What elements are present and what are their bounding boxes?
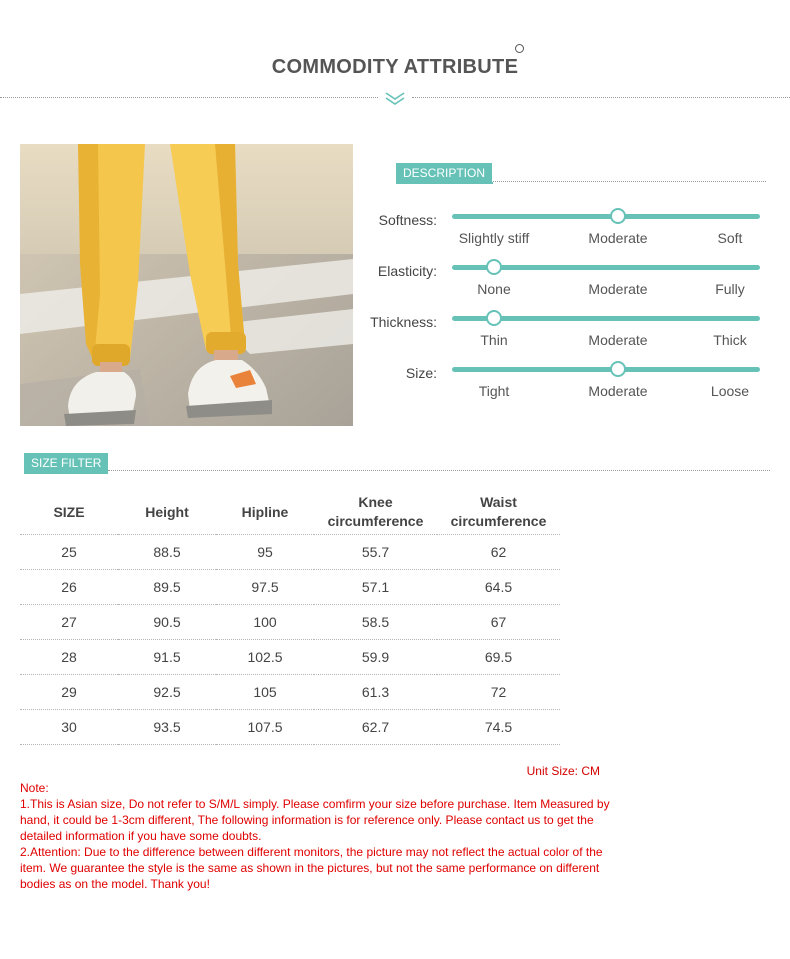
table-cell: 69.5 bbox=[437, 640, 560, 675]
notes bbox=[20, 780, 610, 892]
attribute-scale-label: Loose bbox=[710, 383, 750, 399]
table-cell: 88.5 bbox=[118, 535, 216, 570]
table-cell: 64.5 bbox=[437, 570, 560, 605]
table-header-row bbox=[20, 490, 560, 535]
size-filter-tag-underline bbox=[24, 472, 108, 474]
attribute-scale-label: Moderate bbox=[588, 332, 648, 348]
table-cell: 25 bbox=[20, 535, 118, 570]
header-hipline: Hipline bbox=[216, 490, 314, 535]
table-row bbox=[20, 605, 560, 640]
description-divider bbox=[493, 181, 766, 182]
table-row bbox=[20, 710, 560, 745]
table-row bbox=[20, 535, 560, 570]
attribute-slider-knob bbox=[610, 208, 626, 224]
table-cell: 93.5 bbox=[118, 710, 216, 745]
table-cell: 90.5 bbox=[118, 605, 216, 640]
table-cell: 97.5 bbox=[216, 570, 314, 605]
table-cell: 57.1 bbox=[314, 570, 437, 605]
attribute-scale-label: Moderate bbox=[588, 383, 648, 399]
attribute-slider-track bbox=[452, 214, 760, 219]
attribute-scale-label: Tight bbox=[478, 383, 510, 399]
unit-size-label: Unit Size: CM bbox=[526, 764, 600, 778]
note-heading: Note: bbox=[20, 781, 49, 795]
note-item-1: 1.This is Asian size, Do not refer to S/M/L simply. Please comfirm your size before purchase. Item Measured by hand, it could be 1-3cm different, The following information is for reference only. Please contact us to get the detailed information if you have some doubts. bbox=[20, 797, 610, 843]
table-row bbox=[20, 675, 560, 710]
table-cell: 62.7 bbox=[314, 710, 437, 745]
attribute-scale-label: Fully bbox=[715, 281, 745, 297]
header-waist: Waist circumference bbox=[437, 490, 560, 535]
table-cell: 28 bbox=[20, 640, 118, 675]
header-divider-right bbox=[412, 97, 790, 98]
description-tag-underline bbox=[396, 182, 493, 184]
table-cell: 61.3 bbox=[314, 675, 437, 710]
size-filter-divider bbox=[108, 470, 770, 471]
description-tag: DESCRIPTION bbox=[396, 163, 492, 183]
double-chevron-down-icon bbox=[384, 90, 406, 106]
header-knee: Knee circumference bbox=[314, 490, 437, 535]
attribute-scale-label: Moderate bbox=[588, 281, 648, 297]
table-cell: 91.5 bbox=[118, 640, 216, 675]
table-cell: 59.9 bbox=[314, 640, 437, 675]
table-row bbox=[20, 640, 560, 675]
attribute-scale-label: Moderate bbox=[588, 230, 648, 246]
attribute-label: Size: bbox=[405, 365, 437, 381]
header-size: SIZE bbox=[20, 490, 118, 535]
attribute-scale-label: None bbox=[477, 281, 511, 297]
size-table bbox=[20, 490, 560, 745]
size-filter-tag: SIZE FILTER bbox=[24, 453, 108, 473]
page-title: COMMODITY ATTRIBUTE bbox=[271, 56, 519, 78]
table-cell: 89.5 bbox=[118, 570, 216, 605]
attribute-slider-knob bbox=[486, 259, 502, 275]
table-cell: 74.5 bbox=[437, 710, 560, 745]
table-cell: 27 bbox=[20, 605, 118, 640]
attribute-slider-knob bbox=[486, 310, 502, 326]
table-cell: 107.5 bbox=[216, 710, 314, 745]
attribute-scale-label: Thick bbox=[713, 332, 747, 348]
header-height: Height bbox=[118, 490, 216, 535]
table-cell: 92.5 bbox=[118, 675, 216, 710]
attribute-label: Softness: bbox=[378, 212, 437, 228]
header-divider-left bbox=[0, 97, 378, 98]
attribute-slider-track bbox=[452, 367, 760, 372]
product-photo bbox=[20, 144, 353, 426]
table-cell: 95 bbox=[216, 535, 314, 570]
table-cell: 29 bbox=[20, 675, 118, 710]
table-cell: 26 bbox=[20, 570, 118, 605]
degree-mark-icon bbox=[515, 44, 524, 53]
note-item-2: 2.Attention: Due to the difference between different monitors, the picture may not reflect the actual color of the item. We guarantee the style is the same as shown in the pictures, but not the same performance on different bodies as on the model. Thank you! bbox=[20, 845, 603, 891]
table-cell: 55.7 bbox=[314, 535, 437, 570]
table-cell: 67 bbox=[437, 605, 560, 640]
table-cell: 30 bbox=[20, 710, 118, 745]
attribute-scale-label: Soft bbox=[717, 230, 743, 246]
table-cell: 62 bbox=[437, 535, 560, 570]
attribute-scale-label: Thin bbox=[480, 332, 508, 348]
attribute-scale-label: Slightly stiff bbox=[458, 230, 530, 246]
attribute-label: Thickness: bbox=[370, 314, 437, 330]
table-row bbox=[20, 570, 560, 605]
table-cell: 102.5 bbox=[216, 640, 314, 675]
table-cell: 58.5 bbox=[314, 605, 437, 640]
attribute-slider-knob bbox=[610, 361, 626, 377]
table-cell: 105 bbox=[216, 675, 314, 710]
table-cell: 100 bbox=[216, 605, 314, 640]
table-cell: 72 bbox=[437, 675, 560, 710]
attribute-label: Elasticity: bbox=[377, 263, 437, 279]
